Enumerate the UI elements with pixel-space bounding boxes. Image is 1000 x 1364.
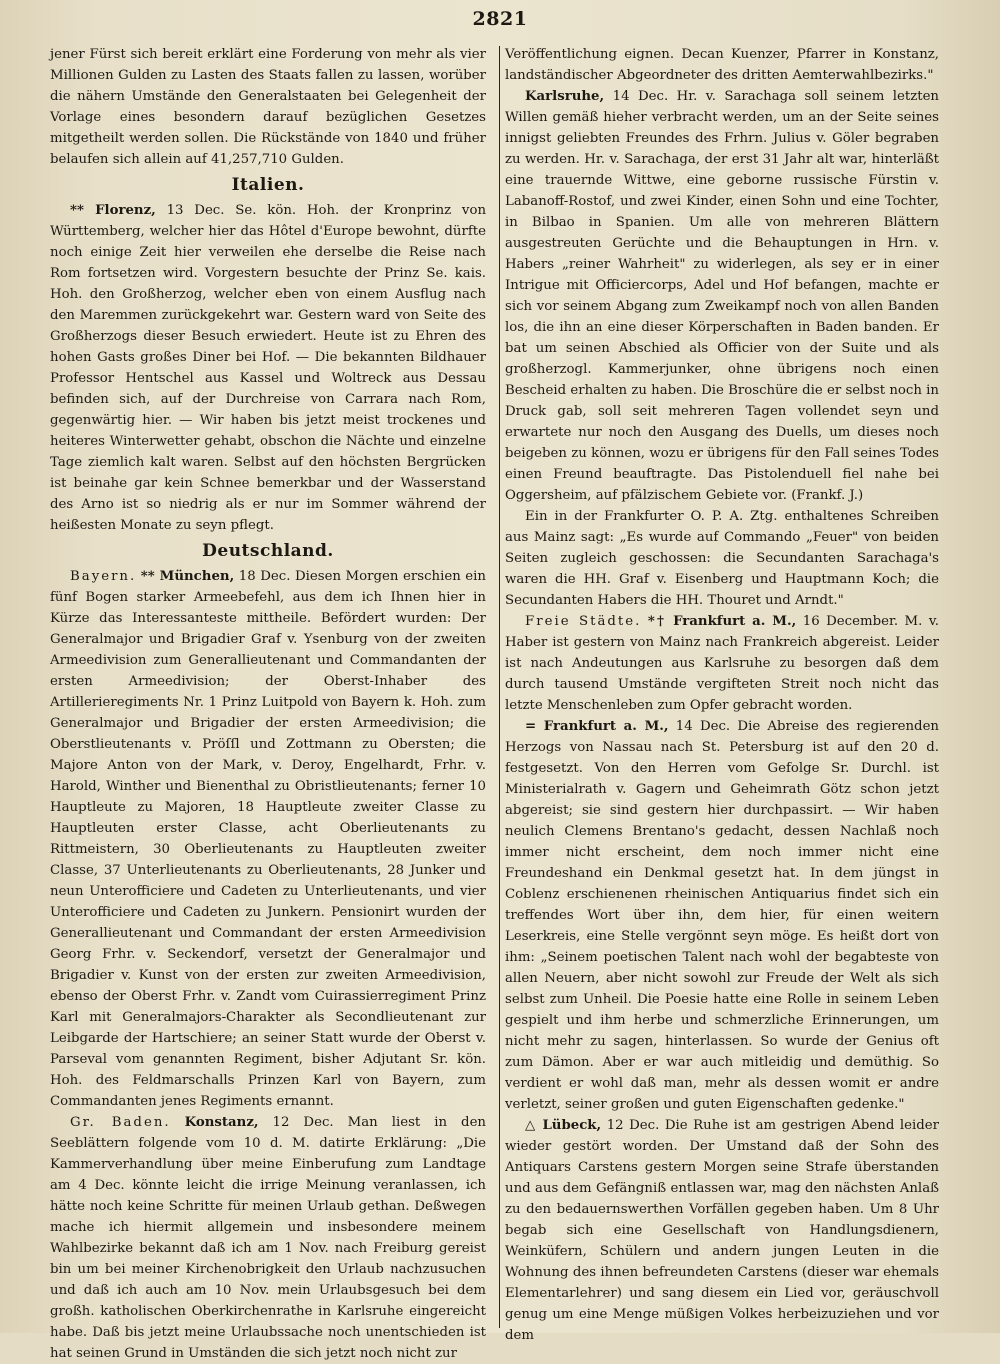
- article-luebeck-text: 12 Dec. Die Ruhe ist am gestrigen Abend leider wieder gestört worden. Der Umstand daß der Sohn des Antiquars Carstens gestern Morgen seine Strafe überstanden und aus dem Gefängniß entlassen war, mag den nächsten Anlaß zu den bedauernswerthen Vorfällen gegeben haben. Um 8 Uhr begab sich eine Gesellschaft von Handlungsdienern, Weinküfern, Schülern und andern jungen Leuten in die Wohnung des ihnen befreundeten Carstens (dieser war ehemals Elementarlehrer) und sang diesem ein Lied vor, geräuschvoll genug um eine Menge müßigen Volkes herbeizuziehen und vor dem: [505, 1118, 939, 1343]
- article-frankfurt-1: [505, 611, 939, 716]
- article-konstanz-text: 12 Dec. Man liest in den Seeblättern folgende vom 10 d. M. datirte Erklärung: „Die Kammerverhandlung über meine Einberufung zum Landtage am 4 Dec. könnte leicht die irrige Meinung veranlassen, ich hätte noch keine Schritte für meinen Urlaub gethan. Deßwegen mache ich hiermit allgemein und insbesondere meinem Wahlbezirke bekannt daß ich am 1 Nov. nach Freiburg gereist bin um bei meiner Kirchenobrigkeit den Urlaub nachzusuchen und daß ich auch am 10 Nov. mein Urlaubsgesuch bei dem großh. katholischen Oberkirchenrathe in Karlsruhe eingereicht habe. Daß bis jetzt meine Urlaubssache noch unentschieden ist hat seinen Grund in Umständen die sich jetzt noch nicht zur: [50, 1115, 486, 1361]
- dateline-karlsruhe: Karlsruhe,: [525, 89, 605, 104]
- article-mainz: Ein in der Frankfurter O. P. A. Ztg. enthaltenes Schreiben aus Mainz sagt: „Es wurde auf Commando „Feuer" von beiden Seiten zugleich geschossen: die Secundanten Sarachaga's waren die HH. Graf v. Eisenberg und Hauptmann Koch; die Secundanten Habers die HH. Thouret und Arndt.": [505, 509, 939, 608]
- article-florenz-text: 13 Dec. Se. kön. Hoh. der Kronprinz von Württemberg, welcher hier das Hôtel d'Europe bewohnt, dürfte noch einige Zeit hier verweilen ehe derselbe die Reise nach Rom fortsetzen wird. Vorgestern besuchte der Prinz Se. kais. Hoh. den Großherzog, welcher eben von einem Ausflug nach den Maremmen zurückgekehrt war. Gestern ward von Seite des Großherzogs dieser Besuch erwiedert. Heute ist zu Ehren des hohen Gasts großes Diner bei Hof. — Die bekannten Bildhauer Professor Hentschel aus Kassel und Woltreck aus Dessau befinden sich, auf der Durchreise von Carrara nach Rom, gegenwärtig hier. — Wir haben bis jetzt meist trockenes und heiteres Winterwetter gehabt, obschon die Nächte und einzelne Tage ziemlich kalt waren. Selbst auf den höchsten Bergrücken ist beinahe gar kein Schnee bemerkbar und der Wasserstand des Arno ist so niedrig als er nur im Sommer während der heißesten Monate zu seyn pflegt.: [50, 203, 487, 533]
- article-frankfurt-2: [505, 716, 939, 1115]
- article-frankfurt-2-text: 14 Dec. Die Abreise des regierenden Herzogs von Nassau nach St. Petersburg ist auf den 20 d. festgesetzt. Von den Herren vom Gefolge Sr. Durchl. ist Ministerialrath v. Gagern und Geheimrath Götz schon jetzt abgereist; sie sind gestern hier durchpassirt. — Wir haben neulich Clemens Brentano's gedacht, dessen Nachlaß noch immer nicht erscheint, dem noch immer nicht eine Freundeshand ein Denkmal gesetzt hat. In dem jüngst in Coblenz erschienenen rheinischen Antiquarius findet sich ein treffendes Wort über ihn, dem hier, für einen weitern Leserkreis, eine Stelle vergönnt seyn möge. Es heißt dort von ihm: „Seinem poetischen Talent nach wohl der begabteste von allen Neuern, aber nicht sowohl zur Freude der Welt als sich selbst zum Unheil. Die Poesie hatte eine Rolle in seinem Leben gespielt und ihm herbe und schmerzliche Erinnerungen, um nicht mehr zu sagen, hinterlassen. So wurde der Genius oft zum Dämon. Aber er war auch mitleidig und demüthig. So verdient er wohl daß man, mehr als dessen womit er andre verletzt, seiner großen und guten Eigenschaften gedenke.": [505, 719, 939, 1112]
- section-heading-deutschland: Deutschland.: [202, 541, 334, 561]
- article-florenz: [50, 200, 486, 536]
- dateline-florenz: ** Florenz,: [70, 203, 156, 218]
- section-heading-italien: Italien.: [231, 175, 305, 195]
- page-number: 2821: [472, 8, 528, 30]
- dateline-konstanz: Konstanz,: [184, 1115, 259, 1130]
- region-bayern: Bayern.: [70, 569, 137, 584]
- dateline-muenchen: ** München,: [140, 569, 235, 584]
- column-divider: [499, 46, 500, 1328]
- article-luebeck: [505, 1115, 939, 1346]
- article-karlsruhe: [505, 86, 939, 506]
- region-baden: Gr. Baden.: [70, 1115, 171, 1130]
- dateline-frankfurt-1: *† Frankfurt a. M.,: [647, 614, 797, 629]
- article-frankfurt-1-text: 16 December. M. v. Haber ist gestern von Mainz nach Frankreich abgereist. Leider ist nach Andeutungen aus Karlsruhe zu besorgen daß dem durch tausend Umstände vergifteten Streit noch nicht das letzte Menschenleben zum Opfer gebracht worden.: [505, 614, 940, 713]
- article-continuation: jener Fürst sich bereit erklärt eine Forderung von mehr als vier Millionen Gulden zu Lasten des Staats fallen zu lassen, worüber die nähern Umstände den Generalstaaten bei Gelegenheit der Vorlage eines besondern darauf bezüglichen Gesetzes mitgetheilt werden sollen. Die Rückstände von 1840 und früher belaufen sich allein auf 41,257,710 Gulden.: [50, 47, 486, 167]
- right-column: [505, 44, 939, 1346]
- article-karlsruhe-text: 14 Dec. Hr. v. Sarachaga soll seinem letzten Willen gemäß hieher verbracht werden, um an der Seite seines innigst geliebten Freundes des Frhrn. Julius v. Göler begraben zu werden. Hr. v. Sarachaga, der erst 31 Jahr alt war, hinterläßt eine trauernde Wittwe, eine geborne russische Fürstin v. Labanoff-Rostof, und zwei Kinder, einen Sohn und eine Tochter, in Bilbao in Spanien. Um alle von mehreren Blättern ausgestreuten Gerüchte und die Behauptungen in Hrn. v. Habers „reiner Wahrheit" zu widerlegen, als sey er in einer Intrigue mit Officiercorps, Adel und Hof befangen, machte er sich vor seinem Abgang zum Zweikampf noch von allen Banden los, die ihn an eine dieser Körperschaften in Baden banden. Er bat um seinen Abschied als Officier von der Suite und als großherzogl. Kammerjunker, ohne übrigens noch einen Bescheid erhalten zu haben. Die Broschüre die er selbst noch in Druck gab, soll seit mehreren Tagen vollendet seyn und erwartete nur noch den Ausgang des Duells, um dieses noch beigeben zu können, wozu er übrigens für den Fall seines Todes einen Freund beauftragte. Das Pistolenduell fiel nahe bei Oggersheim, auf pfälzischem Gebiete vor. (Frankf. J.): [505, 89, 939, 503]
- region-freie-staedte: Freie Städte.: [525, 614, 642, 629]
- article-muenchen: [50, 566, 486, 1112]
- article-muenchen-text: 18 Dec. Diesen Morgen erschien ein fünf Bogen starker Armeebefehl, aus dem ich Ihnen hier in Kürze das Interessanteste mittheile. Befördert wurden: Der Generalmajor und Brigadier Graf v. Ysenburg von der zweiten Armeedivision zum Generallieutenant und Commandanten der ersten Armeedivision; der Oberst-Inhaber des Artillerieregiments Nr. 1 Prinz Luitpold von Bayern k. Hoh. zum Generalmajor und Brigadier der ersten Armeedivision; die Oberstlieutenants v. Pröſſl und Zottmann zu Obersten; die Majore Anton von der Mark, v. Deroy, Engelhardt, Frhr. v. Harold, Winther und Bienenthal zu Obristlieutenants; ferner 10 Hauptleute zu Majoren, 18 Hauptleute zweiter Classe zu Hauptleuten erster Classe, acht Oberlieutenants zu Rittmeistern, 30 Oberlieutenants zu Hauptleuten zweiter Classe, 37 Unterlieutenants zu Oberlieutenants, 28 Junker und neun Unterofficiere und Cadeten zu Unterlieutenants, und vier Unterofficiere und Cadeten zu Junkern. Pensionirt wurden der Generallieutenant und Commandant der ersten Armeedivision Georg Frhr. v. Seckendorf, versetzt der Generalmajor und Brigadier v. Kunst von der ersten zur zweiten Armeedivision, ebenso der Oberst Frhr. v. Zandt vom Cuirassierregiment Prinz Karl mit Generalmajors-Charakter als Secondlieutenant zur Leibgarde der Hartschiere; an seiner Statt wurde der Oberst v. Parseval vom genannten Regiment, bisher Adjutant Sr. kön. Hoh. des Feldmarschalls Prinzen Karl von Bayern, zum Commandanten jenes Regiments ernannt.: [50, 569, 486, 1109]
- dateline-frankfurt-2: = Frankfurt a. M.,: [525, 719, 669, 734]
- left-column: [50, 44, 486, 1364]
- dateline-luebeck: △ Lübeck,: [525, 1118, 602, 1133]
- article-konstanz: [50, 1112, 486, 1364]
- article-continuation-right: Veröffentlichung eignen. Decan Kuenzer, Pfarrer in Konstanz, landständischer Abgeordneter des dritten Aemterwahlbezirks.": [505, 47, 939, 83]
